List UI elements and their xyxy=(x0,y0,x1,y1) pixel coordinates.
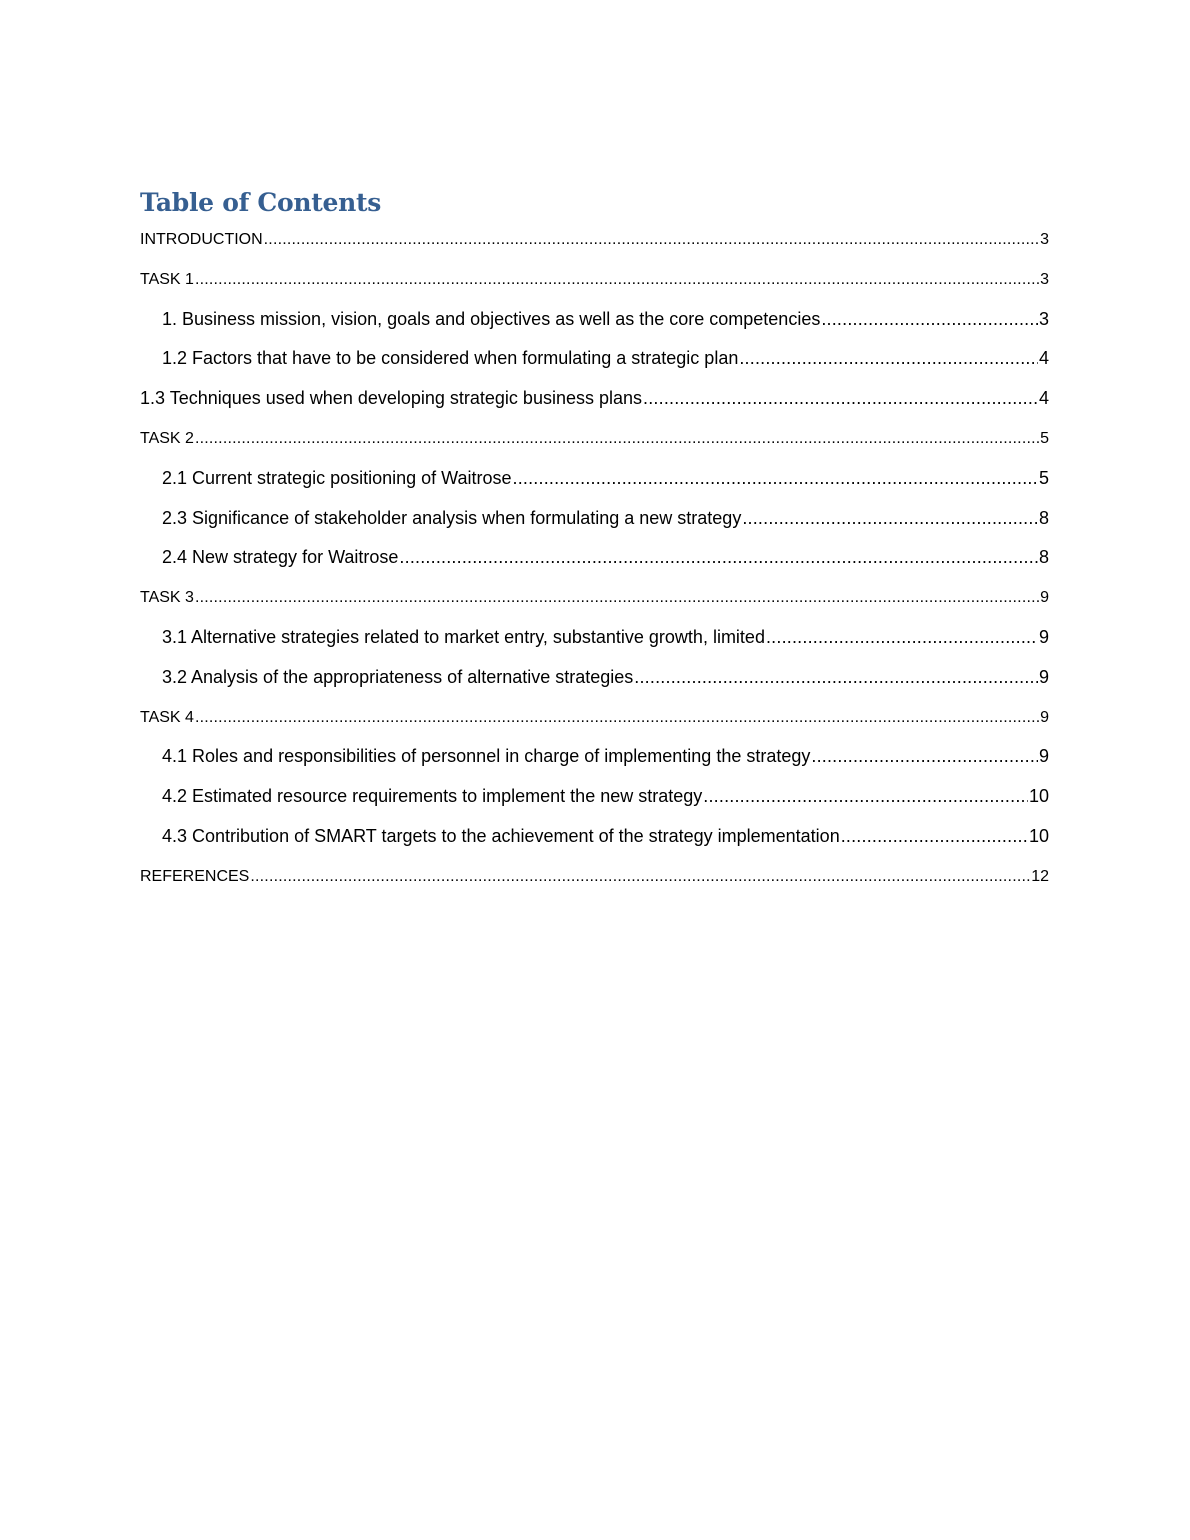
toc-entry-page: 10 xyxy=(1028,786,1049,807)
toc-entry-page: 4 xyxy=(1038,348,1049,369)
toc-entry-label: 1.3 Techniques used when developing strategic business plans xyxy=(140,388,643,409)
toc-entry-page: 9 xyxy=(1038,626,1049,647)
toc-entry-4-3[interactable] xyxy=(140,817,1049,857)
toc-entry-task-4[interactable] xyxy=(140,698,1049,738)
toc-entry-page: 9 xyxy=(1038,746,1049,767)
dot-leader xyxy=(739,339,1038,379)
toc-entry-label: REFERENCES xyxy=(140,867,250,885)
dot-leader xyxy=(195,698,1039,738)
dot-leader xyxy=(841,817,1028,857)
toc-entry-introduction[interactable] xyxy=(140,220,1049,260)
toc-entry-page: 9 xyxy=(1040,708,1049,726)
toc-entry-page: 5 xyxy=(1038,467,1049,488)
toc-entry-4-2[interactable] xyxy=(140,777,1049,817)
dot-leader xyxy=(821,300,1038,340)
toc-entry-label: TASK 4 xyxy=(140,708,194,726)
toc-entry-1-1[interactable] xyxy=(140,300,1049,340)
toc-entry-label: 4.2 Estimated resource requirements to implement the new strategy xyxy=(162,786,703,807)
dot-leader xyxy=(250,857,1030,897)
dot-leader xyxy=(399,538,1038,578)
dot-leader xyxy=(513,459,1038,499)
toc-entry-2-3[interactable] xyxy=(140,499,1049,539)
dot-leader xyxy=(195,419,1039,459)
toc-entry-page: 12 xyxy=(1031,867,1049,885)
toc-entry-page: 3 xyxy=(1040,270,1049,288)
toc-entry-label: 3.1 Alternative strategies related to market entry, substantive growth, limited xyxy=(162,626,765,647)
toc-entry-label: 2.4 New strategy for Waitrose xyxy=(162,547,399,568)
dot-leader xyxy=(643,379,1038,419)
toc-entry-label: 2.3 Significance of stakeholder analysis when formulating a new strategy xyxy=(162,507,742,528)
toc-entry-2-4[interactable] xyxy=(140,538,1049,578)
toc-entry-label: 1.2 Factors that have to be considered when formulating a strategic plan xyxy=(162,348,739,369)
toc-entry-page: 3 xyxy=(1040,231,1049,248)
toc-title: Table of Contents xyxy=(140,188,382,217)
toc-entry-task-3[interactable] xyxy=(140,578,1049,618)
toc-entry-label: 4.3 Contribution of SMART targets to the achievement of the strategy implementation xyxy=(162,825,840,846)
toc-entry-label: TASK 3 xyxy=(140,589,194,607)
toc-entry-label: 1. Business mission, vision, goals and objectives as well as the core competencies xyxy=(162,308,821,329)
toc-entry-label: INTRODUCTION xyxy=(140,231,263,248)
dot-leader xyxy=(742,499,1038,539)
toc-entry-references[interactable] xyxy=(140,857,1049,897)
toc-entry-page: 8 xyxy=(1038,507,1049,528)
toc-entry-label: TASK 1 xyxy=(140,270,194,288)
toc-entry-1-2[interactable] xyxy=(140,339,1049,379)
dot-leader xyxy=(634,658,1038,698)
toc-entry-3-1[interactable] xyxy=(140,618,1049,658)
toc-entry-page: 9 xyxy=(1038,666,1049,687)
dot-leader xyxy=(264,220,1039,260)
toc-entry-page: 8 xyxy=(1038,547,1049,568)
toc-entry-page: 4 xyxy=(1038,388,1049,409)
toc-entry-page: 10 xyxy=(1028,825,1049,846)
dot-leader xyxy=(766,618,1038,658)
toc-entry-page: 3 xyxy=(1038,308,1049,329)
toc-entry-label: 4.1 Roles and responsibilities of personnel in charge of implementing the strategy xyxy=(162,746,811,767)
toc-entry-label: 3.2 Analysis of the appropriateness of alternative strategies xyxy=(162,666,634,687)
toc-entry-label: 2.1 Current strategic positioning of Waitrose xyxy=(162,467,512,488)
toc-entry-page: 9 xyxy=(1040,589,1049,607)
dot-leader xyxy=(195,260,1039,300)
dot-leader xyxy=(703,777,1028,817)
toc-entries xyxy=(140,220,1049,897)
dot-leader xyxy=(195,578,1039,618)
dot-leader xyxy=(811,737,1038,777)
toc-entry-3-2[interactable] xyxy=(140,658,1049,698)
toc-entry-4-1[interactable] xyxy=(140,737,1049,777)
toc-entry-task-1[interactable] xyxy=(140,260,1049,300)
toc-entry-label: TASK 2 xyxy=(140,429,194,447)
toc-entry-1-3[interactable] xyxy=(140,379,1049,419)
toc-entry-2-1[interactable] xyxy=(140,459,1049,499)
toc-entry-task-2[interactable] xyxy=(140,419,1049,459)
toc-entry-page: 5 xyxy=(1040,429,1049,447)
table-of-contents xyxy=(140,186,1049,897)
